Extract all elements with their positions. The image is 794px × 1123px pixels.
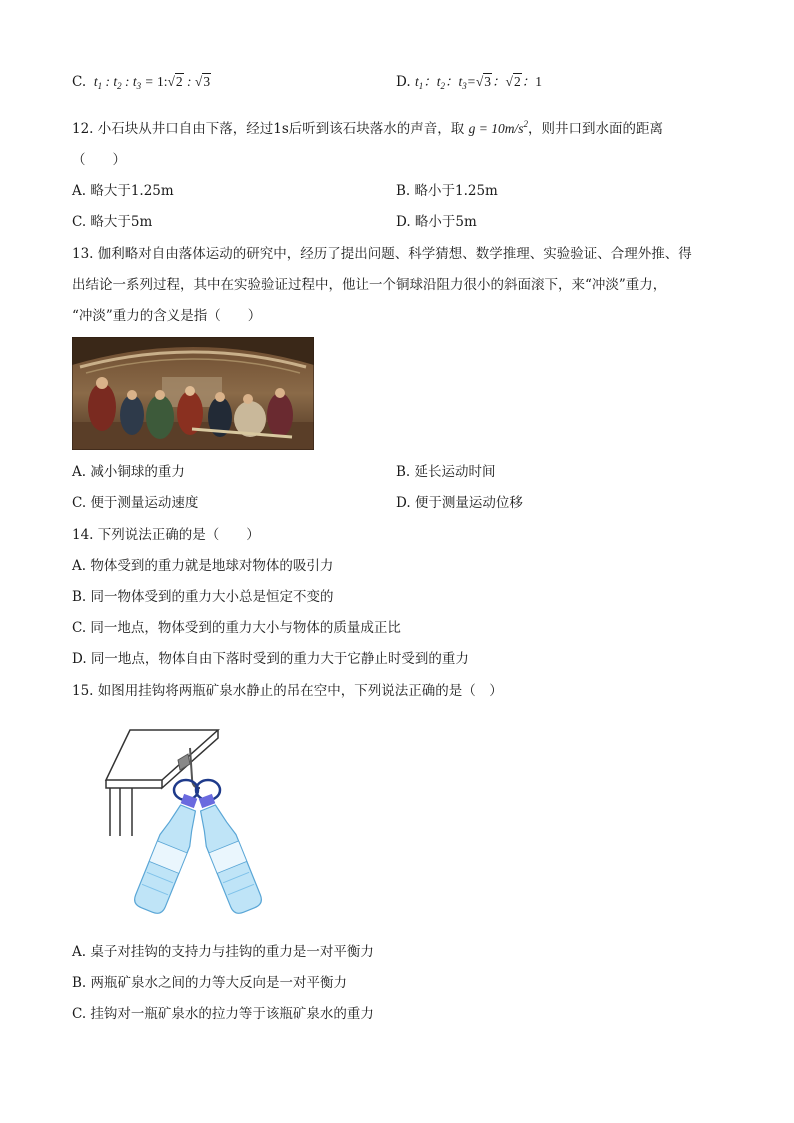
q13-option-d: D. 便于测量运动位移 [396, 495, 523, 511]
q13-option-a: A. 减小铜球的重力 [72, 464, 185, 480]
q12-option-a: A. 略大于1.25m [72, 183, 174, 199]
galileo-painting [72, 337, 314, 450]
q11-option-d [396, 72, 542, 96]
q13-stem-line1: 13. 伽利略对自由落体运动的研究中，经历了提出问题、科学猜想、数学推理、实验验证、合理外推、得 [72, 246, 692, 262]
q14-option-d: D. 同一地点，物体自由下落时受到的重力大于它静止时受到的重力 [72, 651, 469, 667]
q14-option-a: A. 物体受到的重力就是地球对物体的吸引力 [72, 558, 334, 574]
q11-option-c [72, 72, 211, 96]
q11-option-d-formula: $t_1$：$t_2$：$t_3=√3$：√2：1 [414, 74, 542, 91]
q14-option-c: C. 同一地点，物体受到的重力大小与物体的质量成正比 [72, 620, 401, 636]
q15-option-a: A. 桌子对挂钩的支持力与挂钩的重力是一对平衡力 [72, 944, 374, 960]
q11-option-c-formula: $t_1$ : $t_2$ : $t_3$ = 1:√2 : √3 [90, 74, 211, 91]
q12-g-expr: $g = 10m/s^2$ [468, 119, 528, 136]
q15-stem: 15. 如图用挂钩将两瓶矿泉水静止的吊在空中，下列说法正确的是（ ） [72, 683, 503, 699]
q13-option-c: C. 便于测量运动速度 [72, 495, 199, 511]
hanging-bottles-figure [100, 718, 290, 923]
q14-option-b: B. 同一物体受到的重力大小总是恒定不变的 [72, 589, 334, 605]
q11-option-d-label: D. [396, 74, 411, 90]
q12-option-b: B. 略小于1.25m [396, 183, 498, 199]
q13-stem-line2: 出结论一系列过程，其中在实验验证过程中，他让一个铜球沿阻力很小的斜面滚下，来“冲淡”重力， [72, 277, 667, 293]
q13-stem-line3: “冲淡”重力的含义是指（ ） [72, 308, 262, 324]
q12-stem-part-b: ，则井口到水面的距离 [527, 121, 663, 137]
q15-option-b: B. 两瓶矿泉水之间的力等大反向是一对平衡力 [72, 975, 348, 991]
q13-option-b: B. 延长运动时间 [396, 464, 496, 480]
q12-option-d: D. 略小于5m [396, 214, 477, 230]
q14-stem: 14. 下列说法正确的是（ ） [72, 527, 260, 543]
q11-option-c-label: C. [72, 74, 87, 90]
q12-stem-part-a: 12. 小石块从井口自由下落，经过1s后听到该石块落水的声音，取 [72, 121, 465, 137]
q12-blank: （ ） [72, 152, 126, 168]
q12-option-c: C. 略大于5m [72, 214, 153, 230]
q15-option-c: C. 挂钩对一瓶矿泉水的拉力等于该瓶矿泉水的重力 [72, 1006, 374, 1022]
q12-stem [72, 114, 663, 139]
